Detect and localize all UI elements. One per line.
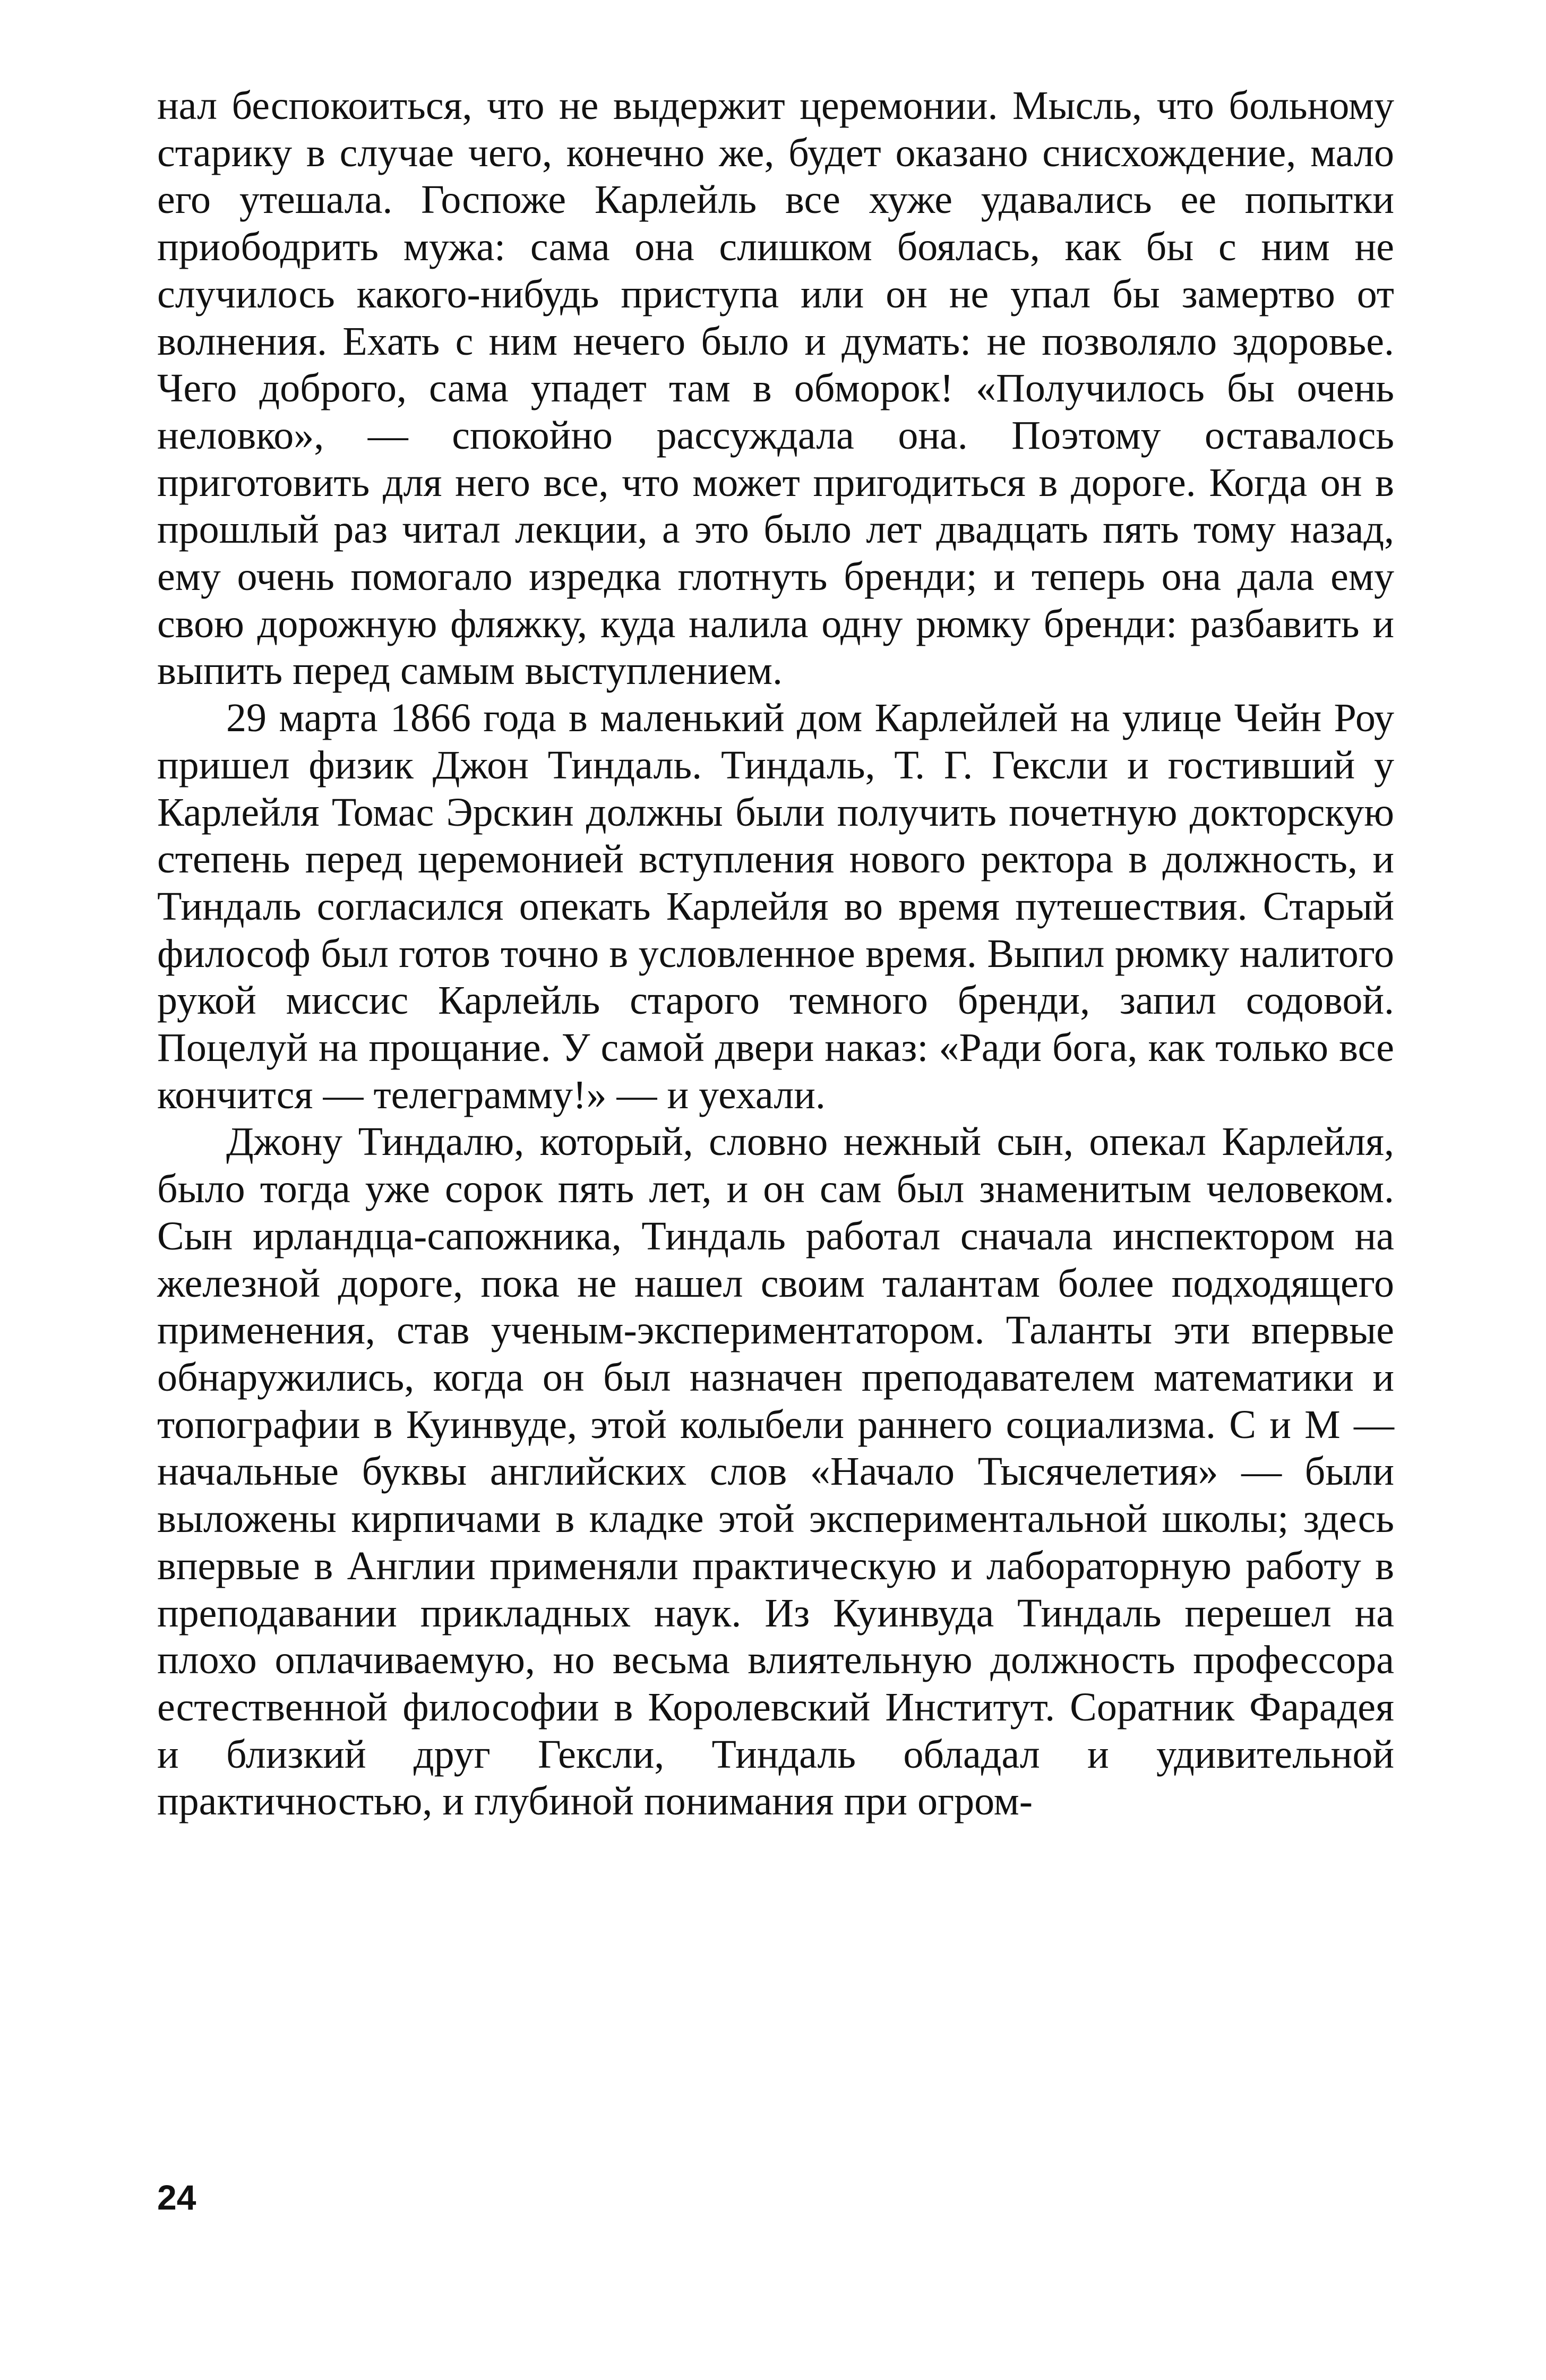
paragraph-tyndall-arrival: 29 марта 1866 года в маленький дом Карлейлей на улице Чейн Роу пришел физик Джон Тиндаль. Тиндаль, Т. Г. Гексли и гостивший у Карлейля Томас Эрскин должны были получить почетную докторскую степень перед церемонией вступления нового ректора в должность, и Тиндаль согласился опекать Карлейля во время путешествия. Старый философ был готов точно в условленное время. Выпил рюмку налитого рукой миссис Карлейль старого темного бренди, запил содовой. Поцелуй на прощание. У самой двери наказ: «Ради бога, как только все кончится — телеграмму!» — и уехали.	[157, 696, 1394, 1117]
page-number: 24	[157, 2178, 196, 2217]
body-text	[157, 82, 1394, 1825]
paragraph-tyndall-biography: Джону Тиндалю, который, словно нежный сын, опекал Карлейля, было тогда уже сорок пять лет, и он сам был знаменитым человеком. Сын ирландца-сапожника, Тиндаль работал сначала инспектором на железной дороге, пока не нашел своим талантам более подходящего применения, став ученым-экспериментатором. Таланты эти впервые обнаружились, когда он был назначен преподавателем математики и топографии в Куинвуде, этой колыбели раннего социализма. С и М — начальные буквы английских слов «Начало Тысячелетия» — были выложены кирпичами в кладке этой экспериментальной школы; здесь впервые в Англии применяли практическую и лабораторную работу в преподавании прикладных наук. Из Куинвуда Тиндаль перешел на плохо оплачиваемую, но весьма влиятельную должность профессора естественной философии в Королевский Институт. Соратник Фарадея и близкий друг Гексли, Тиндаль обладал и удивительной практичностью, и глубиной понимания при огром-	[157, 1119, 1394, 1824]
paragraph-continuation: нал беспокоиться, что не выдержит церемонии. Мысль, что больному старику в случае чего, конечно же, будет оказано снисхождение, мало его утешала. Госпоже Карлейль все хуже удавались ее попытки приободрить мужа: сама она слишком боялась, как бы с ним не случилось какого-нибудь приступа или он не упал бы замертво от волнения. Ехать с ним нечего было и думать: не позволяло здоровье. Чего доброго, сама упадет там в обморок! «Получилось бы очень неловко», — спокойно рассуждала она. Поэтому оставалось приготовить для него все, что может пригодиться в дороге. Когда он в прошлый раз читал лекции, а это было лет двадцать пять тому назад, ему очень помогало изредка глотнуть бренди; и теперь она дала ему свою дорожную фляжку, куда налила одну рюмку бренди: разбавить и выпить перед самым выступлением.	[157, 83, 1394, 694]
